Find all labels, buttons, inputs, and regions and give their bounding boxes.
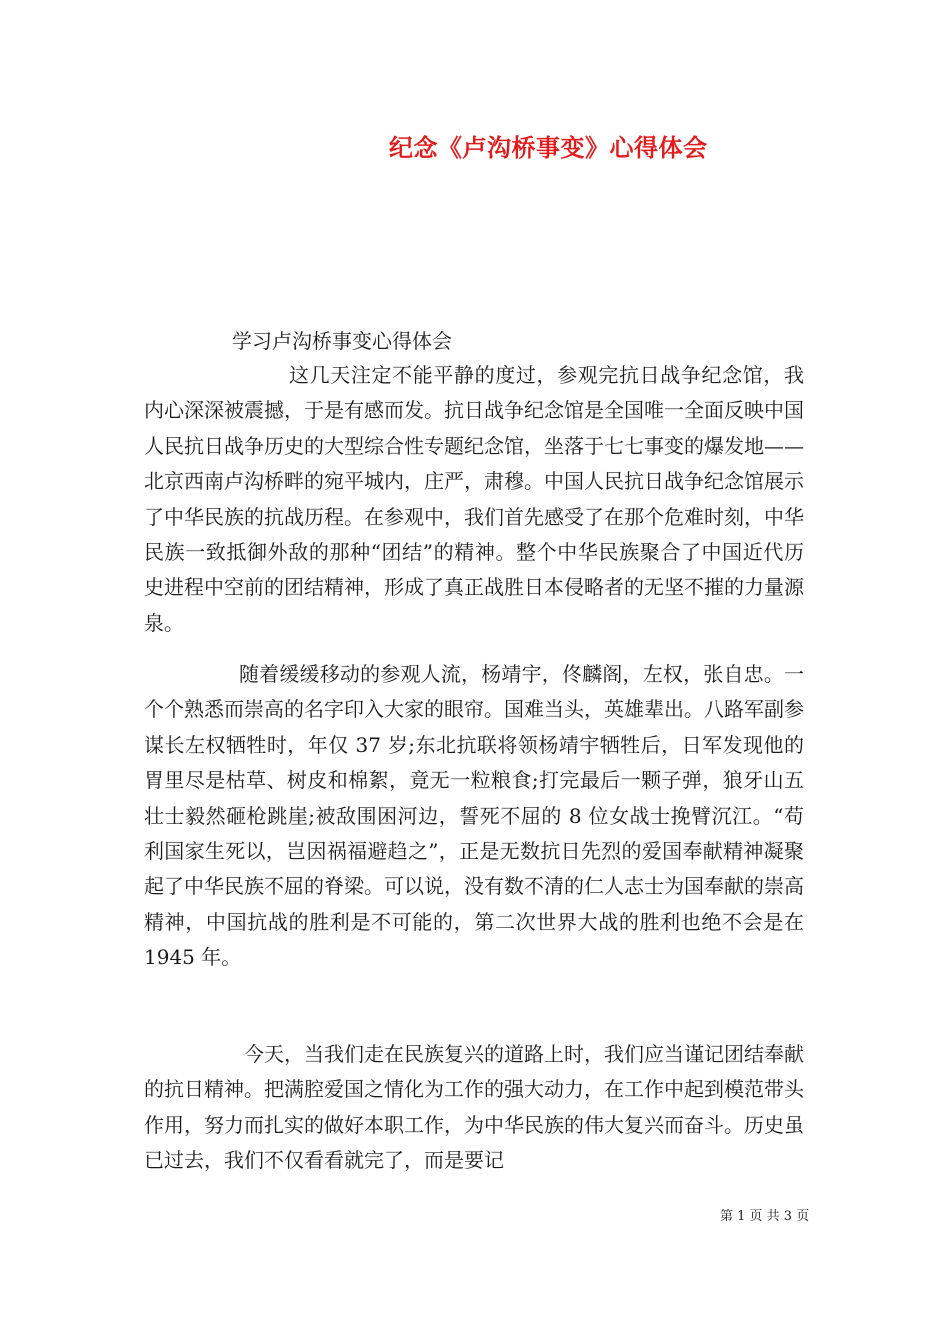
document-title: 纪念《卢沟桥事变》心得体会 [389, 133, 708, 162]
paragraph-3: 今天，当我们走在民族复兴的道路上时，我们应当谨记团结奉献的抗日精神。把满腔爱国之情化为工作的强大动力，在工作中起到模范带头作用，努力而扎实的做好本职工作，为中华民族的伟大复兴而奋斗。历史虽已过去，我们不仅看看就完了，而是要记 [144, 1042, 804, 1173]
body-text [144, 358, 804, 641]
body-text-3 [144, 1037, 804, 1179]
document-subtitle: 学习卢沟桥事变心得体会 [232, 329, 452, 353]
body-text-2 [144, 657, 804, 976]
paragraph-2: 随着缓缓移动的参观人流，杨靖宇，佟麟阁，左权，张自忠。一个个熟悉而崇高的名字印入大家的眼帘。国难当头，英雄辈出。八路军副参谋长左权牺牲时，年仅 37 岁;东北抗联将领杨靖宇牺牲后，日军发现他的胃里尽是枯草、树皮和棉絮，竟无一粒粮食;打完最后一颗子弹，狼牙山五壮士毅然砸枪跳崖;被敌围困河边，誓死不屈的 8 位女战士挽臂沉江。“苟利国家生死以，岂因祸福避趋之”，正是无数抗日先烈的爱国奉献精神凝聚起了中华民族不屈的脊梁。可以说，没有数不清的仁人志士为国奉献的崇高精神，中国抗战的胜利是不可能的，第二次世界大战的胜利也绝不会是在 1945 年。 [144, 662, 804, 970]
paragraph-1: 这几天注定不能平静的度过，参观完抗日战争纪念馆，我内心深深被震撼，于是有感而发。抗日战争纪念馆是全国唯一全面反映中国人民抗日战争历史的大型综合性专题纪念馆，坐落于七七事变的爆发地——北京西南卢沟桥畔的宛平城内，庄严，肃穆。中国人民抗日战争纪念馆展示了中华民族的抗战历程。在参观中，我们首先感受了在那个危难时刻，中华民族一致抵御外敌的那种“团结”的精神。整个中华民族聚合了中国近代历史进程中空前的团结精神，形成了真正战胜日本侵略者的无坚不摧的力量源泉。 [144, 363, 804, 635]
page-number-footer: 第 1 页 共 3 页 [720, 1209, 810, 1224]
